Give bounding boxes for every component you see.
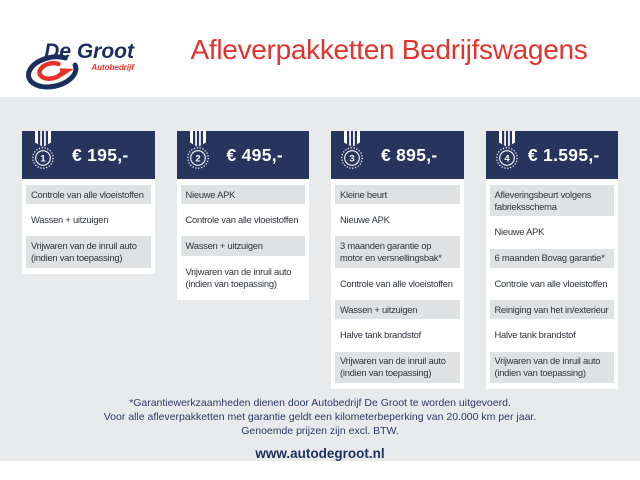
package-card-4 [486, 131, 619, 389]
bottom-strip [0, 461, 640, 480]
svg-text:3: 3 [349, 153, 355, 165]
package-item: Controle van alle vloeistoffen [335, 274, 460, 293]
package-item: Wassen + uitzuigen [335, 300, 460, 319]
package-item: Controle van alle vloeistoffen [181, 211, 306, 230]
package-item: Nieuwe APK [335, 211, 460, 230]
package-header [331, 131, 464, 179]
header-bar [0, 0, 640, 97]
medal-3-icon [339, 131, 365, 173]
svg-text:1: 1 [40, 153, 46, 165]
package-items [22, 179, 155, 274]
footer-notes [22, 397, 618, 439]
package-item: Kleine beurt [335, 185, 460, 204]
package-item: Wassen + uitzuigen [26, 211, 151, 230]
website-link[interactable]: www.autodegroot.nl [255, 445, 385, 461]
footer-note: Voor alle afleverpakketten met garantie geldt een kilometerbeperking van 20.000 km per jaar. [103, 410, 537, 423]
logo-sub-text: Autobedrijf [91, 63, 134, 72]
package-item: 6 maanden Bovag garantie* [490, 249, 615, 268]
package-item: Vrijwaren van de inruil auto (indien van toepassing) [26, 236, 151, 267]
package-items [486, 179, 619, 389]
package-item: Nieuwe APK [490, 223, 615, 242]
package-price: € 195,- [71, 144, 129, 165]
package-item: Vrijwaren van de inruil auto (indien van toepassing) [181, 262, 306, 293]
package-items [331, 179, 464, 389]
package-item: Afleveringsbeurt volgens fabrieksschema [490, 185, 615, 216]
package-item: Vrijwaren van de inruil auto (indien van toepassing) [335, 352, 460, 383]
logo-name-text: De Groot [44, 40, 134, 63]
medal-2-icon [185, 131, 211, 173]
package-price: € 495,- [226, 144, 284, 165]
package-header [177, 131, 310, 179]
page-title: Afleverpakketten Bedrijfswagens [190, 34, 588, 65]
package-card-2 [177, 131, 310, 300]
package-item: Halve tank brandstof [335, 326, 460, 345]
footer-note: Genoemde prijzen zijn excl. BTW. [241, 424, 399, 437]
package-item: Controle van alle vloeistoffen [490, 274, 615, 293]
package-columns [22, 131, 618, 389]
packages-section [0, 97, 640, 461]
medal-4-icon [494, 131, 520, 173]
package-card-3 [331, 131, 464, 389]
package-price: € 895,- [380, 144, 438, 165]
package-item: Wassen + uitzuigen [181, 236, 306, 255]
de-groot-logo [14, 36, 138, 94]
svg-text:4: 4 [503, 153, 510, 165]
package-item: Vrijwaren van de inruil auto (indien van toepassing) [490, 352, 615, 383]
medal-1-icon [30, 131, 56, 173]
package-header [22, 131, 155, 179]
package-item: 3 maanden garantie op motor en versnellingsbak* [335, 236, 460, 267]
package-card-1 [22, 131, 155, 274]
footer-note: *Garantiewerkzaamheden dienen door Autobedrijf De Groot te worden uitgevoerd. [129, 396, 511, 409]
svg-text:2: 2 [194, 153, 201, 165]
package-header [486, 131, 619, 179]
package-items [177, 179, 310, 300]
package-item: Halve tank brandstof [490, 326, 615, 345]
package-item: Nieuwe APK [181, 185, 306, 204]
package-item: Controle van alle vloeistoffen [26, 185, 151, 204]
package-price: € 1.595,- [527, 144, 600, 165]
package-item: Reiniging van het in/exterieur [490, 300, 615, 319]
